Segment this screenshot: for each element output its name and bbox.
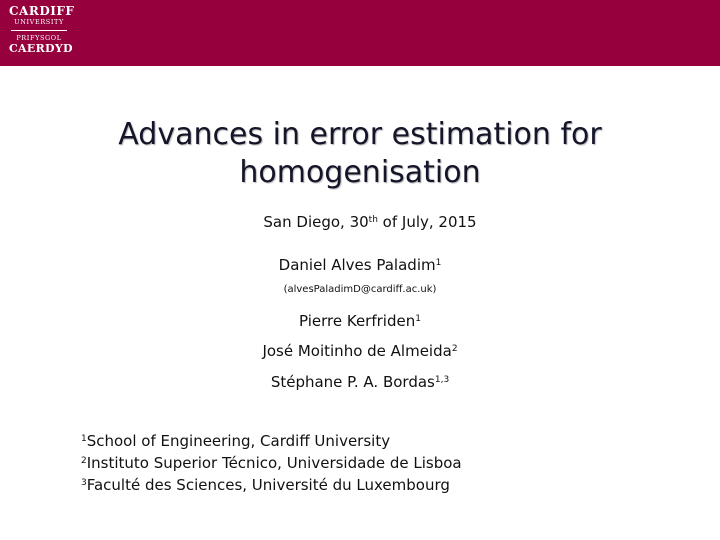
affiliation-item <box>81 452 681 474</box>
author-name: Stéphane P. A. Bordas <box>270 373 435 391</box>
logo-line-4: CAERDYD <box>9 42 73 55</box>
cardiff-university-logo <box>9 2 75 60</box>
author-affiliation-mark: 1 <box>415 314 421 324</box>
author-name: Daniel Alves Paladim <box>278 256 436 274</box>
date-location-rest: of July, 2015 <box>377 213 477 231</box>
author-name: José Moitinho de Almeida <box>262 342 452 360</box>
affiliation-mark: 3 <box>81 478 87 488</box>
author-affiliation-mark: 1 <box>435 258 442 268</box>
author-email: (alvesPaladimD@cardiff.ac.uk) <box>283 284 437 295</box>
date-location <box>120 213 620 231</box>
affiliation-text: Instituto Superior Técnico, Universidade de Lisboa <box>86 454 462 472</box>
logo-line-1: CARDIFF <box>9 4 75 18</box>
author-name: Pierre Kerfriden <box>299 312 416 330</box>
author-affiliation-mark: 1,3 <box>434 375 450 385</box>
title-line-1: Advances in error estimation for <box>118 117 602 152</box>
header-bar <box>0 0 720 66</box>
author-1 <box>60 256 660 274</box>
affiliation-item <box>81 430 681 452</box>
affiliation-item <box>81 474 681 496</box>
date-location-main: San Diego, 30 <box>263 213 369 231</box>
affiliation-mark: 1 <box>81 434 87 444</box>
slide-title <box>60 116 660 192</box>
logo-line-2: UNIVERSITY <box>14 18 64 26</box>
date-ordinal-suffix: th <box>368 215 378 225</box>
author-3 <box>60 342 660 360</box>
author-4 <box>60 373 660 391</box>
title-line-2: homogenisation <box>239 155 481 190</box>
logo-line-3: PRIFYSGOL <box>16 34 62 42</box>
author-affiliation-mark: 2 <box>451 344 458 354</box>
author-2 <box>60 312 660 330</box>
affiliation-text: School of Engineering, Cardiff University <box>86 432 391 450</box>
affiliation-text: Faculté des Sciences, Université du Luxembourg <box>86 476 450 494</box>
affiliation-mark: 2 <box>81 456 87 466</box>
logo-divider <box>11 30 67 31</box>
affiliations-list <box>81 430 681 496</box>
